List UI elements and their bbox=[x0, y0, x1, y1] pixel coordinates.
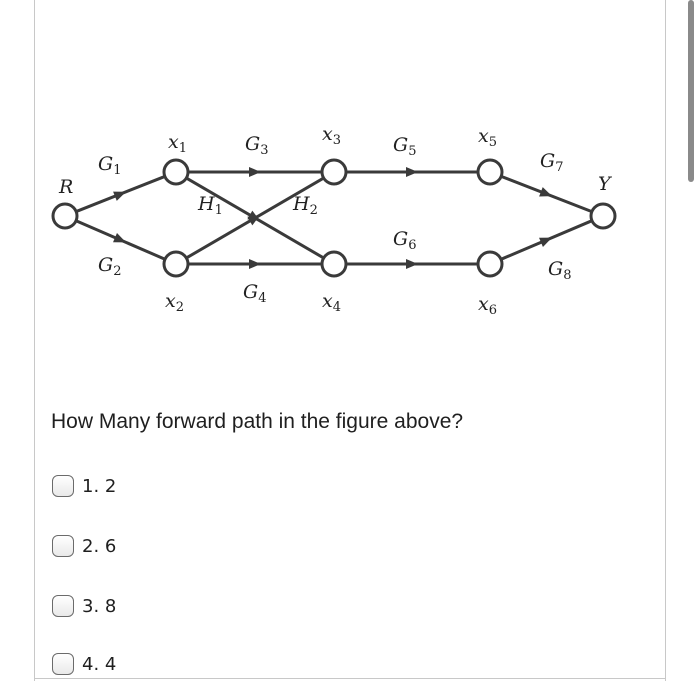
edge-label-x6-Y: $G_8$ bbox=[548, 258, 572, 283]
node-label-R: R bbox=[59, 176, 74, 198]
node-label-x4: $x_4$ bbox=[322, 290, 341, 315]
node-label-x5: $x_5$ bbox=[478, 125, 497, 150]
edge-label-x5-Y: $G_7$ bbox=[540, 150, 564, 175]
option-2-checkbox[interactable] bbox=[52, 535, 74, 557]
arrow-x6-Y bbox=[539, 233, 554, 247]
node-x2 bbox=[164, 252, 188, 276]
node-label-x6: $x_6$ bbox=[478, 293, 497, 318]
option-3-label: 3. 8 bbox=[82, 595, 117, 617]
arrow-R-x2 bbox=[113, 233, 128, 247]
option-3-checkbox[interactable] bbox=[52, 595, 74, 617]
node-label-Y: Y bbox=[598, 173, 611, 195]
edge-label-R-x2: $G_2$ bbox=[98, 254, 122, 279]
arrow-x2-x4 bbox=[249, 259, 261, 269]
edge-label-x2-x4: $G_4$ bbox=[243, 281, 267, 306]
option-1[interactable] bbox=[52, 473, 116, 499]
edge-label-x1-x4: $H_1$ bbox=[198, 193, 223, 218]
option-1-checkbox[interactable] bbox=[52, 475, 74, 497]
edge-label-x4-x6: $G_6$ bbox=[393, 228, 417, 253]
arrow-x5-Y bbox=[539, 187, 554, 201]
arrow-x3-x5 bbox=[406, 167, 418, 177]
node-x5 bbox=[478, 160, 502, 184]
arrow-x4-x6 bbox=[406, 259, 418, 269]
edge-label-x1-x3: $G_3$ bbox=[245, 133, 269, 158]
edge-label-R-x1: $G_1$ bbox=[98, 153, 122, 178]
option-4-label: 4. 4 bbox=[82, 653, 117, 675]
node-R bbox=[53, 204, 77, 228]
option-2[interactable] bbox=[52, 533, 116, 559]
option-1-label: 1. 2 bbox=[82, 475, 117, 497]
node-Y bbox=[591, 204, 615, 228]
node-x1 bbox=[164, 160, 188, 184]
node-x3 bbox=[322, 160, 346, 184]
node-label-x3: $x_3$ bbox=[322, 123, 341, 148]
card-bottom-border bbox=[34, 678, 666, 679]
edge-label-x3-x5: $G_5$ bbox=[393, 134, 417, 159]
node-label-x2: $x_2$ bbox=[165, 290, 184, 315]
option-4-checkbox[interactable] bbox=[52, 653, 74, 675]
arrow-x1-x3 bbox=[249, 167, 261, 177]
node-x4 bbox=[322, 252, 346, 276]
node-x6 bbox=[478, 252, 502, 276]
question-text: How Many forward path in the figure above? bbox=[51, 410, 464, 433]
arrow-R-x1 bbox=[113, 187, 128, 201]
node-label-x1: $x_1$ bbox=[168, 131, 187, 156]
edge-label-x2-x3: $H_2$ bbox=[293, 193, 318, 218]
option-2-label: 2. 6 bbox=[82, 535, 117, 557]
arrow-x2-x3 bbox=[247, 211, 262, 226]
option-3[interactable] bbox=[52, 593, 116, 619]
option-4[interactable] bbox=[52, 651, 116, 677]
